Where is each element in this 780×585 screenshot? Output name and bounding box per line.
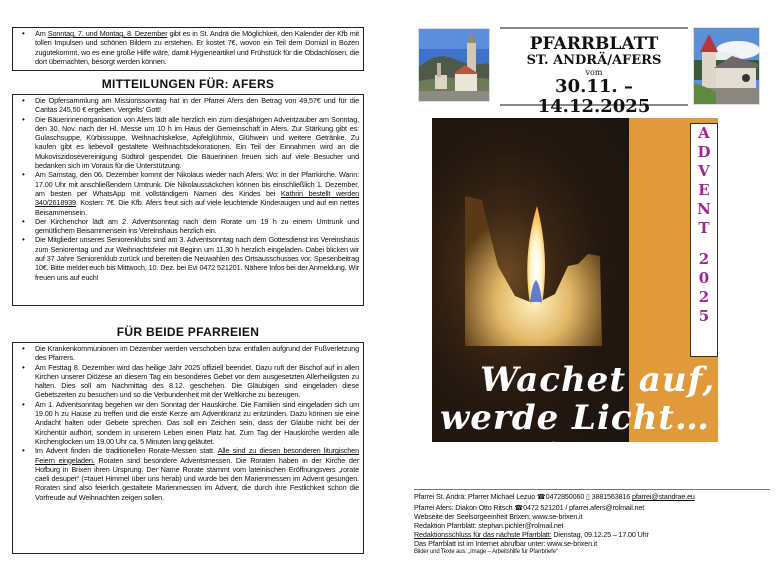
newsletter-title: PFARRBLATT: [529, 34, 659, 54]
notice-item: • Am Festtag 8. Dezember wird das heilige Jahr 2025 offiziell beendet. Dazu ruft der Bischof auf in allen Kirchen unserer Diözese an diesem Tag ein besonderes Gebet vor dem ausgesetzten Allerheiligsten zu halten. Dies soll am Nachmittag des 8.12. geschehen. Die Gläubigen sind eingeladen diese Gebetszeiten zu besuchen und so die Verbundenheit mit der Weltkirche zu bezeugen.: [35, 363, 359, 400]
notice-item: • Am 1. Adventsonntag begehen wir den Sonntag der Hauskirche. Die Familien sind eingeladen sich um 19.00 h zu Hause zu treffen und die erste Kerze am Adventkranz zu entzünden. Dazu können sie eine Andacht halten oder Gebete sprechen. Das soll ein Zeichen sein, dass der Glaube nicht bei der Kirchentür aufhört, sondern in unserem Leben einen Platz hat. Zum Tag der Hauskirche werden alle Kirchenglocken um 19.00 Uhr ca. 5 Minuten lang geläutet.: [35, 400, 359, 446]
website-line: Webseite der Seelsorgeeinheit Brixen: www.se-brixen.it: [414, 512, 583, 521]
notice-item: • Im Advent finden die traditionellen Rorate-Messen statt. Alle sind zu diesen besonderen liturgischen Feiern eingeladen. Roraten sind besondere Adventsmessen. Die Roraten haben in der Kirche der Hofburg in Brixen ihren Ursprung. Der Name Rorate stammt vom lateinischen Eröffnungsvers „rorate caeli desuper“ (=tauet Himmel über uns herab) und wurde bei den Marienmessen im Advent gesungen. Roraten sind also feierlich gestaltete Marienmessen im Advent, die durch ihre Festlichkeit schon die Vorfreude auf Weihnachten zeigen sollen.: [35, 446, 359, 502]
notice-item: • Die Opfersammlung am Missionssonntag hat in der Pfarrei Afers den Betrag von 49,57€ und für die Caritas 245,50 € ergeben. Vergelts' Gott!: [35, 96, 359, 115]
advent-letter: V: [698, 162, 710, 180]
beide-notices-box: [12, 342, 364, 554]
notice-item: • Am Sonntag, 7. und Montag, 8. Dezember gibt es in St. Andrä die Möglichkeit, den Kalender der Kfb mit tollen Impulsen und schönen Bildern zu erstehen. Er kostet 7€, wovon ein Teil dem Domizil in Bozen zugutekommt, wo es eine große Hilfe wäre, damit Hygieneartikel und Frühstück für die Obdachlosen, die dort übernachten, besorgt werden können.: [35, 29, 359, 66]
cover-headline-line1: Wachet auf,: [480, 360, 716, 400]
section-heading-afers: MITTEILUNGEN FÜR: AFERS: [101, 77, 275, 91]
section-heading-beide: FÜR BEIDE PFARREIEN: [116, 325, 260, 339]
contact-st-andrae: Pfarrei St. Andrä: Pfarrer Michael Lezuo ☎0472850060 ▯ 3881563816 pfarrei@standrae.eu: [414, 492, 695, 501]
church-st-andrae-photo: [418, 28, 490, 102]
afers-notices-box: [12, 94, 364, 306]
advent-2025-label: [690, 123, 718, 357]
year-digit: 0: [698, 269, 710, 287]
parish-name: ST. ANDRÄ/AFERS: [526, 53, 662, 68]
online-availability: Das Pfarrblatt ist im Internet abrufbar unter: www.se-brixen.it: [414, 539, 598, 548]
st-andrae-email-link[interactable]: pfarrei@standrae.eu: [631, 492, 695, 501]
masthead: [500, 27, 688, 117]
advent-letter: N: [697, 200, 711, 218]
notice-item: • Die Bäuerinnenorganisation von Afers lädt alle herzlich ein zum diesjährigen Adventzauber am Sonntag, den 30. Nov. nach der Hl. Messe um 10 h im Haus der Gemeinschaft in Afers. Zur Stärkung gibt es: Gulaschsuppe, Kürbissuppe, Weihnachtskekse, Apfelglühmix, Glühwein und weitere Getränke. Zu kaufen gibt es liebevoll gestaltete Weihnachtsdekorationen. Ein Teil der Einnahmen wird an die Mukoviszidosevereinigung Südtirol gespendet. Die Bäuerinnen freuen sich auf viele Besucher und bedanken sich im Voraus für die Unterstützung.: [35, 115, 359, 171]
church-afers-photo: [693, 27, 760, 105]
editorial-contact: Redaktion Pfarrblatt: stephan.pichler@rolmail.net: [414, 521, 564, 530]
notice-item: • Am Samstag, den 06. Dezember kommt der Nikolaus wieder nach Afers. Wo: in der Pfarrkirche. Wann: 17.00 Uhr mit anschließendem Umtrunk. Die Nikolaussäckchen können bis einschließlich 1. Dezember, am besten per WhatsApp mit vollständigem Namen des Kindes bei Kathrin bestellt werden 340/2618939. Kosten: 7€. Die Kfb. Afers freut sich auf viele leuchtende Kinderaugen und auf ein nettes Beisammensein.: [35, 170, 359, 216]
advent-letter: D: [697, 143, 711, 161]
year-digit: 2: [698, 250, 710, 268]
editorial-deadline: Redaktionsschluss für das nächste Pfarrblatt: Dienstag, 09.12.25 – 17.00 Uhr: [414, 530, 649, 539]
notice-item: • Die Krankenkommunionen im Dezember werden verschoben bzw. entfallen aufgrund der Fußverletzung des Pfarrers.: [35, 344, 359, 363]
bible-citation: Jesaja 60, 1-2: [532, 440, 597, 450]
kfb-calendar-box: [12, 27, 364, 71]
issue-dates: 30.11. – 14.12.2025: [537, 76, 651, 117]
advent-cover-image: [432, 118, 718, 450]
year-digit: 2: [698, 288, 710, 306]
contact-afers: Pfarrei Afers: Diakon Otto Ritsch ☎0472 521201 / pfarrei.afers@rolmail.net: [414, 503, 645, 512]
candle-flame-icon: [460, 196, 610, 346]
cover-headline-line2: werde Licht…: [440, 398, 711, 438]
contact-footer: [414, 489, 770, 556]
vom-label: vom: [585, 68, 603, 77]
advent-letter: T: [698, 219, 710, 237]
advent-letter: A: [698, 124, 710, 142]
advent-letter: E: [698, 181, 710, 199]
year-digit: 5: [698, 307, 710, 325]
notice-item: • Die Mitglieder unseres Seniorenklubs sind am 3. Adventsonntag nach dem Gottesdienst ins Vereinshaus zum Seniorentag und zur Weihnachtsfeier mit Beginn um 11,30 h herzlich eingeladen. Dabei blicken wir auf 37 Jahre Seniorenklub zurück und bereiten die Neuwahlen des Ortsausschusses vor. Spesenbeitrag 10€. Bitte meldet euch bis Mittwoch, 10. Dez. bei Evi 0472 521201. Nähere Infos bei der Anmeldung. Wir freuen uns auf euch!: [35, 235, 359, 281]
notice-item: • Der Kirchenchor lädt am 2. Adventsonntag nach dem Rorate um 19 h zu einem Umtrunk und gemütlichem Beisammensein ins Vereinshaus herzlich ein.: [35, 217, 359, 236]
image-credits: Bilder und Texte aus: „Image – Arbeitshilfe für Pfarrbriefe“: [414, 549, 558, 555]
